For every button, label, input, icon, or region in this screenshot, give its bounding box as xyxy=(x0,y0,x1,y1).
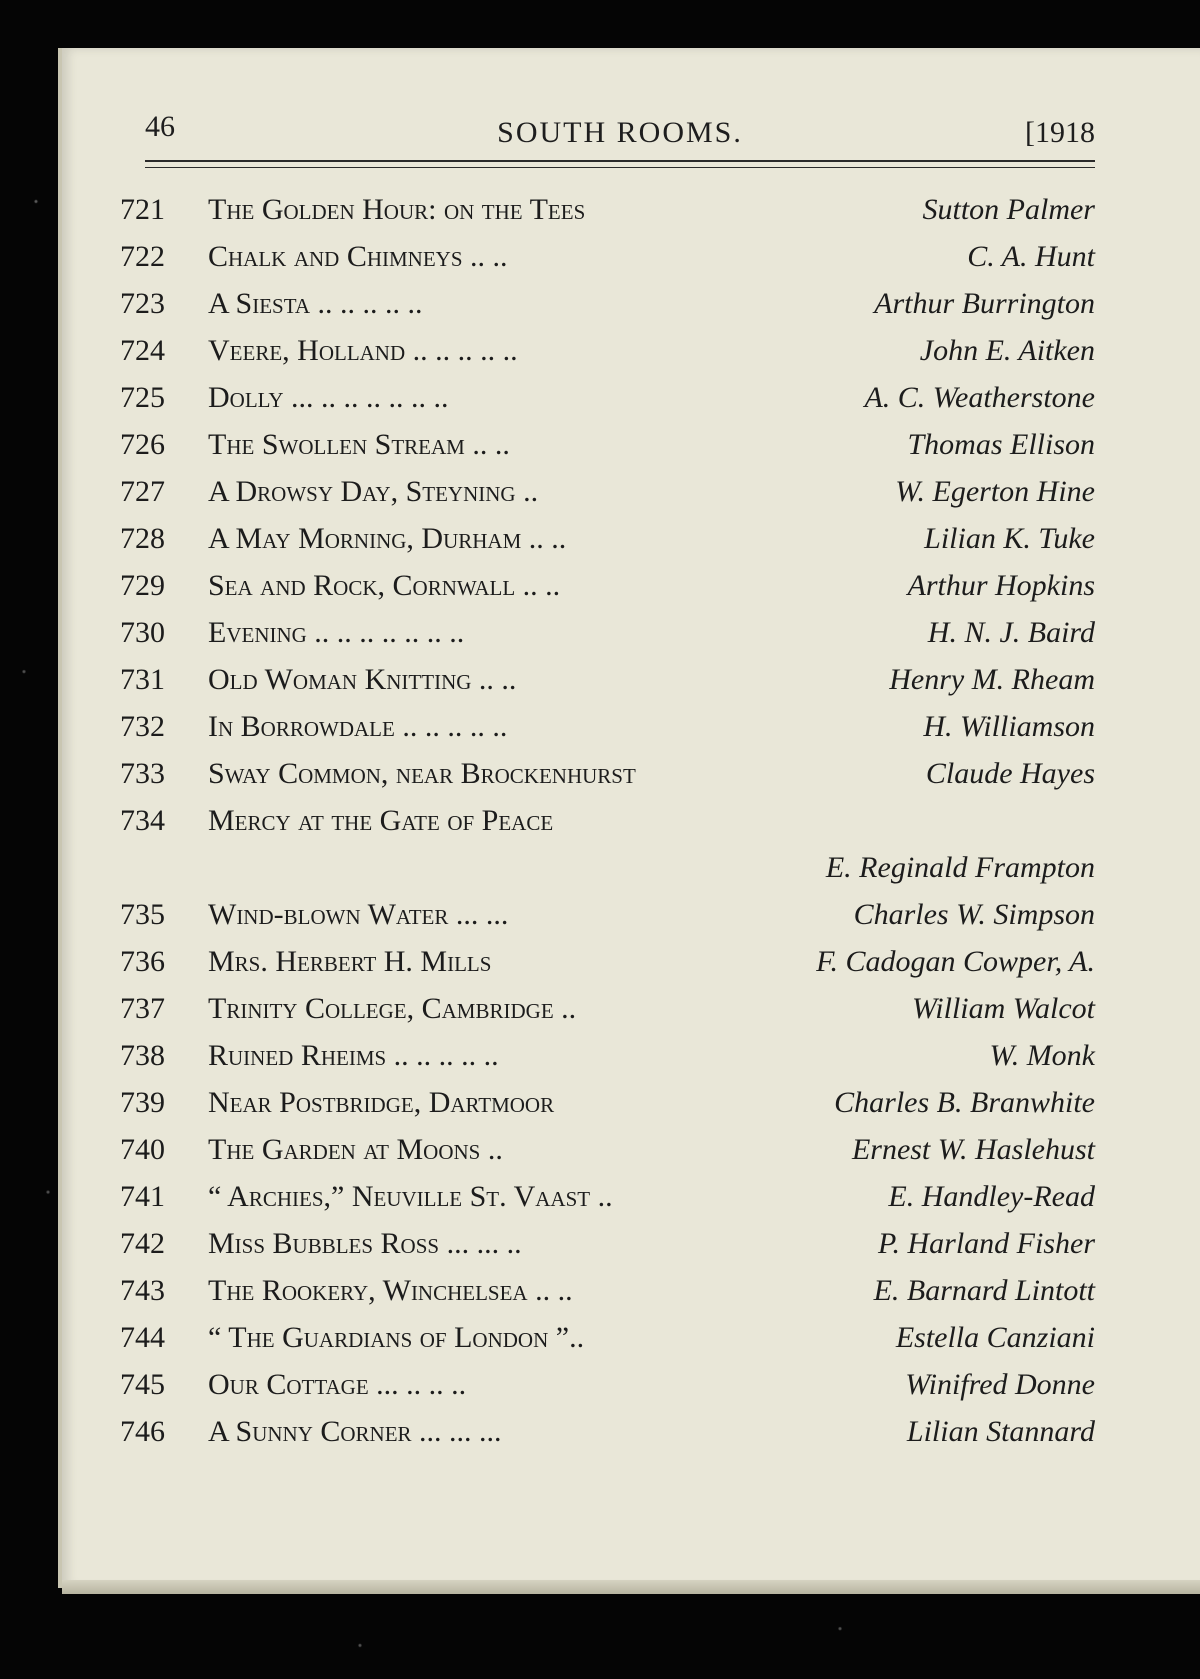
entry-title: A Siesta .. .. .. .. .. xyxy=(208,287,423,320)
header-rule xyxy=(145,160,1095,162)
entry-number: 730 xyxy=(120,616,165,649)
entry-title: Miss Bubbles Ross ... ... .. xyxy=(208,1227,522,1260)
entry-number: 724 xyxy=(120,334,165,367)
entry-number: 731 xyxy=(120,663,165,696)
entry-number: 723 xyxy=(120,287,165,320)
entry-artist: E. Barnard Lintott xyxy=(873,1274,1095,1307)
entry-artist: Lilian Stannard xyxy=(906,1415,1095,1448)
catalogue-entry xyxy=(120,1079,1095,1126)
catalogue-entry xyxy=(120,1408,1095,1455)
entry-artist: Ernest W. Haslehust xyxy=(851,1133,1095,1166)
entry-artist: Winifred Donne xyxy=(905,1368,1095,1401)
catalogue-entry xyxy=(120,374,1095,421)
catalogue-entry xyxy=(120,515,1095,562)
entry-artist: Lilian K. Tuke xyxy=(924,522,1095,555)
entry-number: 732 xyxy=(120,710,165,743)
entry-artist: Henry M. Rheam xyxy=(889,663,1095,696)
entry-number: 736 xyxy=(120,945,165,978)
entry-number: 722 xyxy=(120,240,165,273)
catalogue-entry xyxy=(120,1314,1095,1361)
entry-title: The Swollen Stream .. .. xyxy=(208,428,510,461)
catalogue-entry xyxy=(120,280,1095,327)
entry-artist: Claude Hayes xyxy=(925,757,1095,790)
catalogue-entry xyxy=(120,1267,1095,1314)
catalogue-entry xyxy=(120,797,1095,891)
entry-title: A Drowsy Day, Steyning .. xyxy=(208,475,539,508)
entry-title: In Borrowdale .. .. .. .. .. xyxy=(208,710,508,743)
entry-artist: Charles W. Simpson xyxy=(853,898,1095,931)
entry-title: Evening .. .. .. .. .. .. .. xyxy=(208,616,465,649)
entry-title: The Garden at Moons .. xyxy=(208,1133,503,1166)
running-head: SOUTH ROOMS. xyxy=(497,116,743,149)
catalogue-entry xyxy=(120,562,1095,609)
entry-artist: William Walcot xyxy=(911,992,1095,1025)
entry-number: 741 xyxy=(120,1180,165,1213)
entry-number: 737 xyxy=(120,992,165,1025)
entry-artist: H. N. J. Baird xyxy=(927,616,1095,649)
entry-artist: Thomas Ellison xyxy=(907,428,1095,461)
catalogue-entry xyxy=(120,750,1095,797)
entry-artist: C. A. Hunt xyxy=(967,240,1095,273)
entry-title: A Sunny Corner ... ... ... xyxy=(208,1415,502,1448)
catalogue-entry xyxy=(120,327,1095,374)
catalogue-entry xyxy=(120,233,1095,280)
entry-number: 733 xyxy=(120,757,165,790)
entry-artist: Estella Canziani xyxy=(895,1321,1095,1354)
catalogue-entry xyxy=(120,1032,1095,1079)
catalogue-entry xyxy=(120,1220,1095,1267)
page-header xyxy=(145,110,1095,160)
entry-number: 740 xyxy=(120,1133,165,1166)
entry-artist: E. Handley-Read xyxy=(888,1180,1095,1213)
entry-number: 721 xyxy=(120,193,165,226)
catalogue-entry xyxy=(120,938,1095,985)
catalogue-entry xyxy=(120,1126,1095,1173)
entry-title: Wind-blown Water ... ... xyxy=(208,898,509,931)
entry-artist: W. Egerton Hine xyxy=(895,475,1095,508)
entry-artist: Sutton Palmer xyxy=(922,193,1095,226)
entry-number: 726 xyxy=(120,428,165,461)
entry-title: The Golden Hour: on the Tees xyxy=(208,193,586,226)
entry-artist: E. Reginald Frampton xyxy=(825,851,1095,884)
entry-artist: Arthur Burrington xyxy=(874,287,1095,320)
entry-title: Trinity College, Cambridge .. xyxy=(208,992,577,1025)
page-number: 46 xyxy=(145,110,175,143)
entry-title: The Rookery, Winchelsea .. .. xyxy=(208,1274,573,1307)
entry-number: 745 xyxy=(120,1368,165,1401)
catalogue-entry xyxy=(120,1361,1095,1408)
entry-number: 734 xyxy=(120,804,165,837)
entry-artist: P. Harland Fisher xyxy=(878,1227,1095,1260)
entry-artist: A. C. Weatherstone xyxy=(864,381,1095,414)
entry-title: Dolly ... .. .. .. .. .. .. xyxy=(208,381,449,414)
header-rule-thin xyxy=(145,167,1095,168)
entry-title: Old Woman Knitting .. .. xyxy=(208,663,517,696)
catalogue-entry xyxy=(120,186,1095,233)
entry-title: “ The Guardians of London ”.. xyxy=(208,1321,585,1354)
entry-title: Near Postbridge, Dartmoor xyxy=(208,1086,555,1119)
entry-title: A May Morning, Durham .. .. xyxy=(208,522,567,555)
entry-number: 725 xyxy=(120,381,165,414)
entry-number: 743 xyxy=(120,1274,165,1307)
catalogue-entry xyxy=(120,421,1095,468)
entry-artist: Charles B. Branwhite xyxy=(834,1086,1095,1119)
entry-title: Our Cottage ... .. .. .. xyxy=(208,1368,467,1401)
entry-title: Mrs. Herbert H. Mills xyxy=(208,945,492,978)
entry-number: 739 xyxy=(120,1086,165,1119)
catalogue-entry xyxy=(120,1173,1095,1220)
catalogue-entry xyxy=(120,468,1095,515)
entry-title: Ruined Rheims .. .. .. .. .. xyxy=(208,1039,499,1072)
catalogue-entry xyxy=(120,985,1095,1032)
page-edge xyxy=(62,1580,1200,1594)
entry-number: 727 xyxy=(120,475,165,508)
entry-artist: W. Monk xyxy=(989,1039,1095,1072)
catalogue-entry xyxy=(120,891,1095,938)
catalogue-list xyxy=(120,186,1095,1455)
entry-number: 738 xyxy=(120,1039,165,1072)
entry-title: Sea and Rock, Cornwall .. .. xyxy=(208,569,561,602)
entry-number: 746 xyxy=(120,1415,165,1448)
entry-number: 744 xyxy=(120,1321,165,1354)
entry-title: Mercy at the Gate of Peace xyxy=(208,804,554,837)
entry-artist: John E. Aitken xyxy=(919,334,1095,367)
entry-number: 728 xyxy=(120,522,165,555)
catalogue-entry xyxy=(120,656,1095,703)
entry-artist: F. Cadogan Cowper, A. xyxy=(816,945,1095,978)
entry-number: 735 xyxy=(120,898,165,931)
entry-title: “ Archies,” Neuville St. Vaast .. xyxy=(208,1180,613,1213)
entry-number: 729 xyxy=(120,569,165,602)
entry-title: Chalk and Chimneys .. .. xyxy=(208,240,508,273)
entry-title: Sway Common, near Brockenhurst xyxy=(208,757,636,790)
entry-artist: Arthur Hopkins xyxy=(907,569,1095,602)
catalogue-entry xyxy=(120,703,1095,750)
catalogue-entry xyxy=(120,609,1095,656)
entry-title: Veere, Holland .. .. .. .. .. xyxy=(208,334,518,367)
entry-number: 742 xyxy=(120,1227,165,1260)
entry-artist: H. Williamson xyxy=(923,710,1095,743)
year-marker: [1918 xyxy=(1025,116,1095,149)
